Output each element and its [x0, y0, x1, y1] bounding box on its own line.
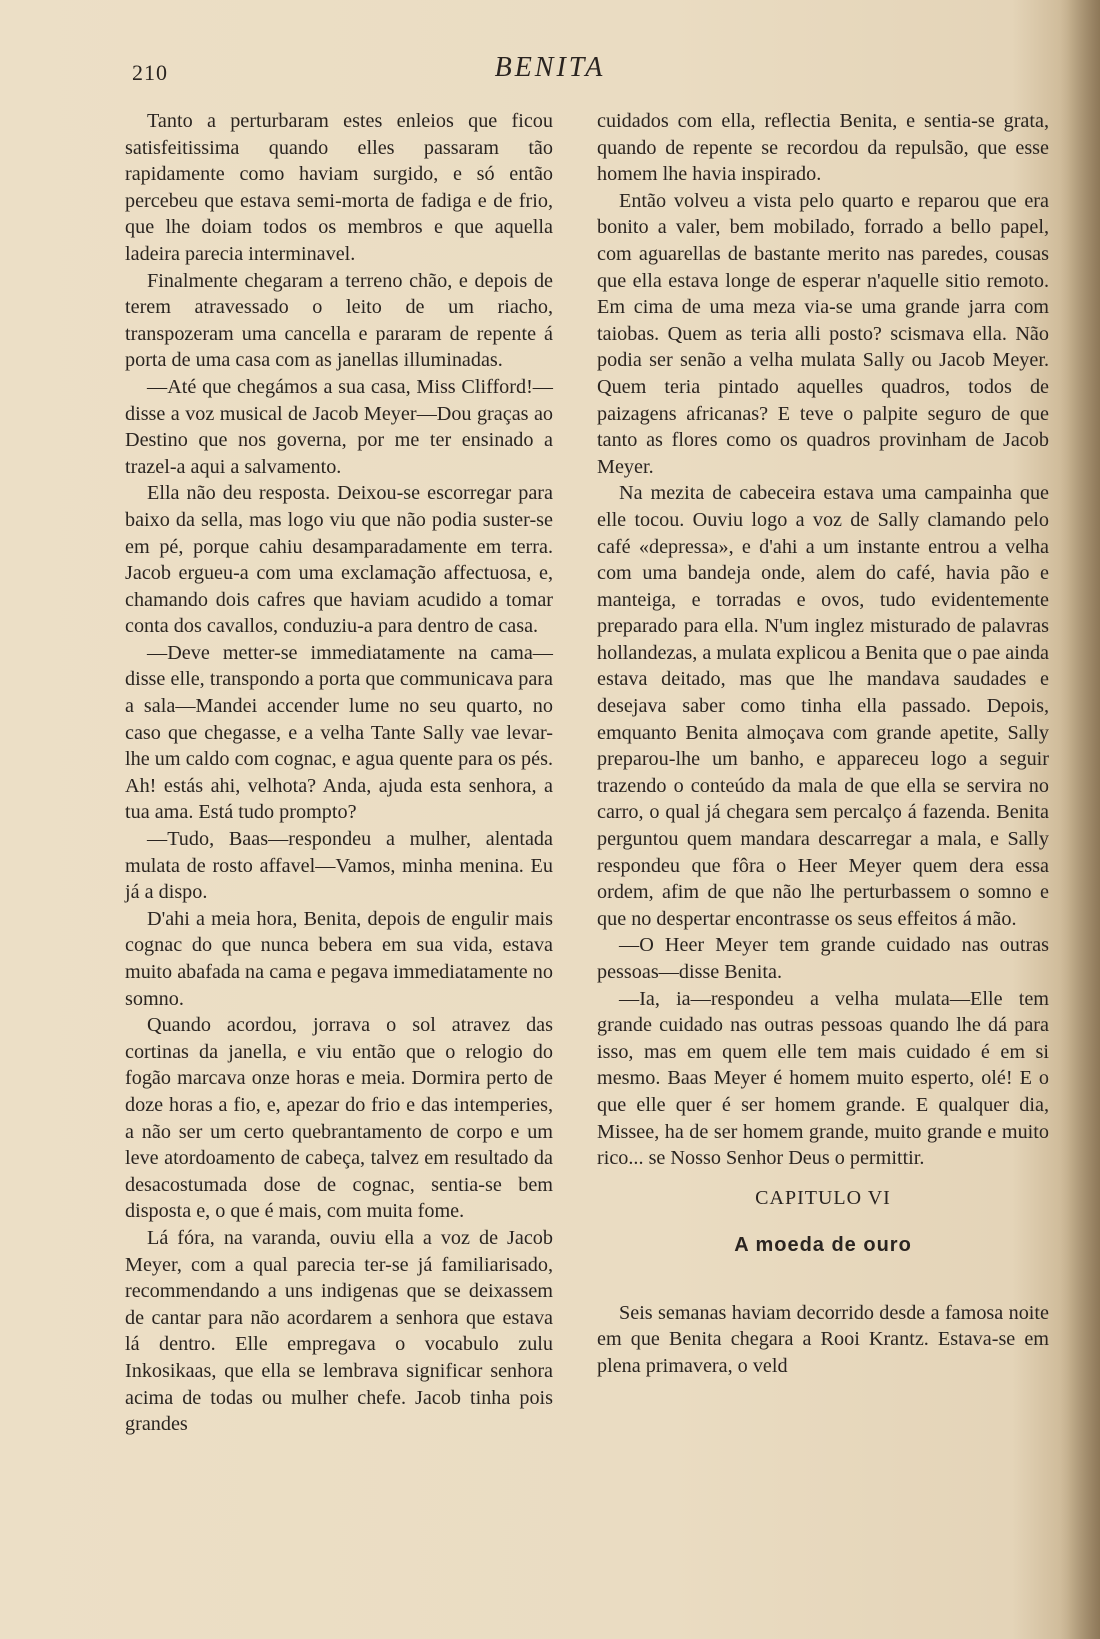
paragraph: Então volveu a vista pelo quarto e reparou que era bonito a valer, bem mobilado, forrado a bello papel, com aguarellas de bastante merito nas paredes, cousas que ella estava longe de esperar n'aquelle sitio remoto. Em cima de uma meza via-se uma grande jarra com taiobas. Quem as teria alli posto? scismava ella. Não podia ser senão a velha mulata Sally ou Jacob Meyer. Quem teria pintado aquelles quadros, todos de paizagens africanas? E teve o palpite seguro de que tanto as flores como os quadros provinham de Jacob Meyer.: [597, 189, 1049, 478]
page-header: [0, 52, 1100, 92]
paragraph: Na mezita de cabeceira estava uma campainha que elle tocou. Ouviu logo a voz de Sally clamando pelo café «depressa», e d'ahi a um instante entrou a velha com uma bandeja onde, alem do café, havia pão e manteiga, e torradas e ovos, tudo evidentemente preparado para ella. N'um inglez misturado de palavras hollandezas, a mulata explicou a Benita que o pae ainda estava deitado, mas que lhe mandava saudades e desejava saber como tinha ella passado. Depois, emquanto Benita almoçava com grande apetite, Sally preparou-lhe um banho, e appareceu logo a seguir trazendo o conteúdo da mala de que ella se servira no carro, o qual já chegara sem percalço á fazenda. Benita perguntou quem mandara descarregar a mala, e Sally respondeu que fôra o Heer Meyer quem dera essa ordem, afim de que não lhe perturbassem o somno e que no despertar encontrasse os seus effeitos á mão.: [597, 482, 1049, 930]
paragraph: Seis semanas haviam decorrido desde a famosa noite em que Benita chegara a Rooi Krantz. Estava-se em plena primavera, o veld: [597, 1301, 1049, 1377]
paragraph: —O Heer Meyer tem grande cuidado nas outras pessoas—disse Benita.: [597, 934, 1049, 983]
running-title: BENITA: [494, 52, 606, 83]
paragraph: Quando acordou, jorrava o sol atravez das cortinas da janella, e viu então que o relogio do fogão marcava onze horas e meia. Dormira perto de doze horas a fio, e, apezar do frio e das intemperies, a não ser um certo quebrantamento de corpo e um leve atordoamento de cabeça, talvez em resultado da desacostumada dose de cognac, sentia-se bem disposta e, o que é mais, com muita fome.: [125, 1014, 553, 1223]
paragraph: —Ia, ia—respondeu a velha mulata—Elle tem grande cuidado nas outras pessoas quando lhe dá para isso, mas em quem elle tem mais cuidado é em si mesmo. Baas Meyer é homem muito esperto, olé! E o que elle quer é ser homem grande. E qualquer dia, Missee, ha de ser homem grande, muito grande e muito rico... se Nosso Senhor Deus o permittir.: [597, 987, 1049, 1170]
page-number: 210: [132, 60, 168, 85]
paragraph: —Até que chegámos a sua casa, Miss Clifford!—disse a voz musical de Jacob Meyer—Dou graças ao Destino que nos governa, por me ter ensinado a trazel-a aqui a salvamento.: [125, 375, 553, 478]
paragraph: —Tudo, Baas—respondeu a mulher, alentada mulata de rosto affavel—Vamos, minha menina. Eu já a dispo.: [125, 828, 553, 904]
left-text-column: [125, 108, 553, 1438]
right-text-column: [597, 108, 1049, 1380]
right-column-paragraphs: [597, 108, 1049, 1172]
paragraph: D'ahi a meia hora, Benita, depois de engulir mais cognac do que nunca bebera em sua vida, estava muito abafada na cama e pegava immediatamente no somno.: [125, 907, 553, 1010]
paragraph: Finalmente chegaram a terreno chão, e depois de terem atravessado o leito de um riacho, transpozeram uma cancella e pararam de repente á porta de uma casa com as janellas illuminadas.: [125, 269, 553, 372]
paragraph: Ella não deu resposta. Deixou-se escorregar para baixo da sella, mas logo viu que não podia suster-se em pé, porque cahiu desamparadamente em terra. Jacob ergueu-a com uma exclamação affectuosa, e, chamando dois cafres que haviam acudido a tomar conta dos cavallos, conduziu-a para dentro de casa.: [125, 482, 553, 638]
chapter-label: CAPITULO VI: [755, 1186, 891, 1209]
chapter-title: A moeda de ouro: [734, 1233, 912, 1256]
chapter-opening-paragraphs: [597, 1300, 1049, 1380]
paragraph: cuidados com ella, reflectia Benita, e sentia-se grata, quando de repente se recordou da repulsão, que esse homem lhe havia inspirado.: [597, 110, 1049, 186]
page-edge-shadow: [1060, 0, 1100, 1639]
paragraph: Tanto a perturbaram estes enleios que ficou satisfeitissima quando elles passaram tão rapidamente como haviam surgido, e só então percebeu que estava semi-morta de fadiga e de frio, que lhe doiam todos os membros e que aquella ladeira parecia interminavel.: [125, 110, 553, 265]
paragraph: —Deve metter-se immediatamente na cama—disse elle, transpondo a porta que communicava para a sala—Mandei accender lume no seu quarto, no caso que chegasse, e a velha Tante Sally vae levar-lhe um caldo com cognac, e agua quente para os pés. Ah! estás ahi, velhota? Anda, ajuda esta senhora, a tua ama. Está tudo prompto?: [125, 641, 553, 824]
paragraph: Lá fóra, na varanda, ouviu ella a voz de Jacob Meyer, com a qual parecia ter-se já familiarisado, recommendando a uns indigenas que se deixassem de cantar para não acordarem a senhora que estava lá dentro. Elle empregava o vocabulo zulu Inkosikaas, que ella se lembrava significar senhora acima de todas ou mulher chefe. Jacob tinha pois grandes: [125, 1226, 553, 1436]
